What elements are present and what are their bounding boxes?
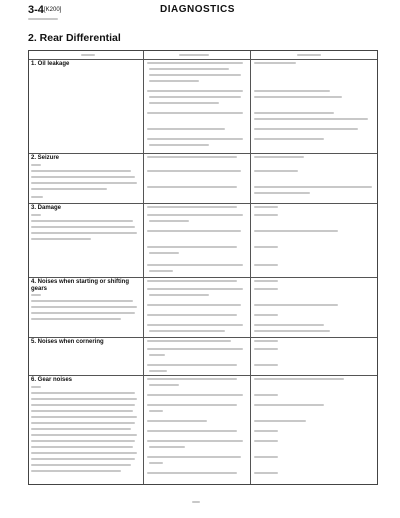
remedy-text [254,288,278,290]
column-header-remedy [297,54,321,56]
row-divider-2 [29,203,377,204]
symptom-note [31,196,43,198]
symptom-note [31,238,91,240]
cause-text [147,170,241,172]
remedy-text [254,440,278,442]
symptom-note [31,294,41,296]
remedy-text [254,330,330,332]
remedy-text [254,206,278,208]
header-subline-text [28,18,58,20]
cause-text [149,74,241,76]
cause-text [147,314,237,316]
remedy-text [254,118,368,120]
cause-text [147,156,237,158]
symptom-note [31,176,135,178]
cause-text [147,324,243,326]
row-divider-5 [29,375,377,376]
column-header-symptom [81,54,95,56]
cause-text [147,340,231,342]
cause-text [147,128,225,130]
cause-text [149,252,179,254]
remedy-text [254,314,278,316]
row-divider-3 [29,277,377,278]
cause-text [147,186,237,188]
cause-text [149,270,173,272]
symptom-note [31,232,137,234]
remedy-text [254,156,304,158]
symptom-note [31,318,121,320]
cause-text [147,138,243,140]
remedy-text [254,456,278,458]
symptom-damage: 3. Damage [31,205,62,211]
symptom-note [31,188,107,190]
cause-text [149,68,229,70]
symptom-note [31,226,135,228]
symptom-gear-noises: 6. Gear noises [31,377,73,383]
symptom-note [31,392,135,394]
cause-text [147,472,237,474]
symptom-note [31,220,133,222]
cause-text [147,378,237,380]
cause-text [147,394,243,396]
diagnostics-table [28,50,378,485]
symptom-note [31,422,135,424]
remedy-text [254,378,344,380]
remedy-text [254,128,358,130]
symptom-noises-starting-shifting: 4. Noises when starting or shifting gears [31,279,130,292]
cause-text [147,264,243,266]
symptom-note [31,416,137,418]
symptom-seizure: 2. Seizure [31,155,60,161]
symptom-note [31,312,135,314]
symptom-note [31,452,137,454]
symptom-note [31,214,41,216]
section-title: 2. Rear Differential [28,32,121,44]
remedy-text [254,230,338,232]
remedy-text [254,430,278,432]
symptom-note [31,446,133,448]
cause-text [147,206,237,208]
remedy-text [254,324,324,326]
remedy-text [254,420,306,422]
cause-text [147,246,237,248]
symptom-noises-cornering: 5. Noises when cornering [31,339,104,345]
cause-text [147,348,243,350]
cause-text [147,456,241,458]
symptom-note [31,470,121,472]
cause-text [147,280,237,282]
cause-text [147,214,243,216]
symptom-note [31,410,133,412]
row-divider-1 [29,153,377,154]
remedy-text [254,214,278,216]
cause-text [149,80,199,82]
remedy-text [254,394,278,396]
row-divider-4 [29,337,377,338]
column-divider-2 [250,51,251,484]
symptom-note [31,398,137,400]
remedy-text [254,246,278,248]
cause-text [149,384,179,386]
symptom-note [31,440,135,442]
cause-text [149,370,167,372]
remedy-text [254,340,278,342]
cause-text [149,354,165,356]
header-row-divider [29,59,377,60]
cause-text [149,144,209,146]
cause-text [147,420,207,422]
remedy-text [254,280,278,282]
cause-text [149,96,241,98]
column-divider-1 [143,51,144,484]
cause-text [147,404,237,406]
cause-text [147,440,243,442]
remedy-text [254,192,310,194]
remedy-text [254,364,278,366]
cause-text [149,294,209,296]
header-title: DIAGNOSTICS [160,4,235,15]
page-number [192,501,200,503]
remedy-text [254,472,278,474]
symptom-note [31,404,135,406]
symptom-note [31,300,133,302]
cause-text [149,330,225,332]
remedy-text [254,112,334,114]
cause-text [149,410,163,412]
cause-text [147,304,241,306]
symptom-note [31,428,131,430]
remedy-text [254,62,296,64]
symptom-oil-leakage: 1. Oil leakage [31,61,70,67]
symptom-note [31,306,137,308]
remedy-text [254,304,338,306]
cause-text [147,288,243,290]
remedy-text [254,186,372,188]
remedy-text [254,170,298,172]
remedy-text [254,264,278,266]
page-header [28,4,378,20]
remedy-text [254,348,278,350]
symptom-note [31,464,131,466]
section-sub-code: [K200] [44,7,62,13]
cause-text [149,102,219,104]
cause-text [149,462,163,464]
remedy-text [254,96,342,98]
cause-text [147,230,241,232]
cause-text [147,430,237,432]
symptom-note [31,182,137,184]
symptom-note [31,458,135,460]
remedy-text [254,404,324,406]
symptom-note [31,386,41,388]
remedy-text [254,90,330,92]
cause-text [147,62,243,64]
column-header-cause [179,54,209,56]
cause-text [147,90,243,92]
symptom-note [31,434,137,436]
symptom-note [31,170,131,172]
cause-text [147,364,237,366]
cause-text [147,112,243,114]
cause-text [149,220,189,222]
section-number: 3-4 [28,4,44,16]
symptom-note [31,164,41,166]
cause-text [149,446,185,448]
remedy-text [254,138,324,140]
